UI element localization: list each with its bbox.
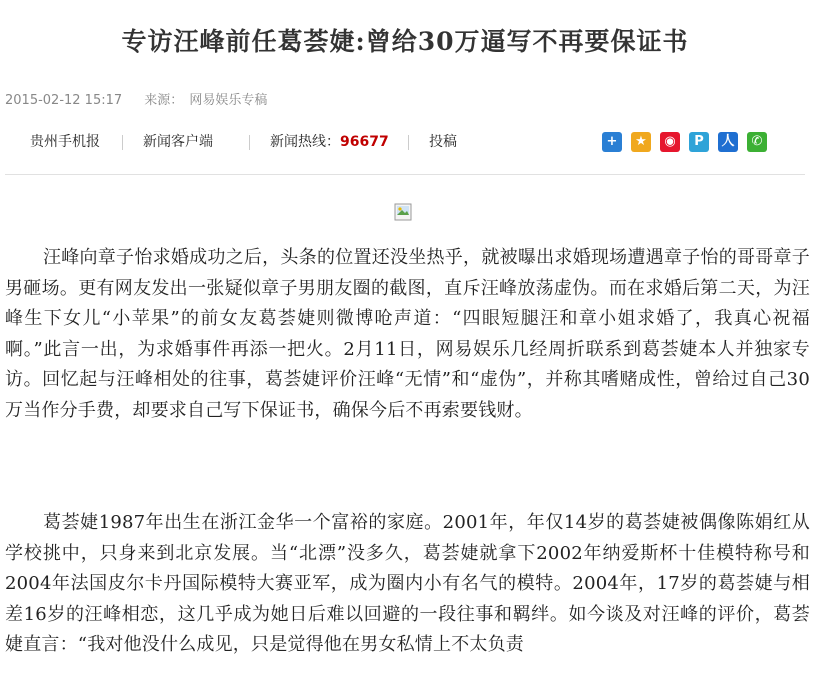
news-hotline bbox=[270, 132, 389, 152]
article-meta bbox=[5, 89, 285, 108]
broken-image-icon bbox=[394, 203, 412, 221]
share-more-icon[interactable]: + bbox=[602, 132, 622, 152]
header-divider bbox=[5, 174, 805, 175]
article-paragraph: 葛荟婕1987年出生在浙江金华一个富裕的家庭。2001年，年仅14岁的葛荟婕被偶像陈娟红从学校挑中，只身来到北京发展。当“北漂”没多久，葛荟婕就拿下2002年纳爱斯杯十佳模特称号和2004年法国皮尔卡丹国际模特大赛亚军，成为圈内小有名气的模特。2004年，17岁的葛荟婕与相差16岁的汪峰相恋，这几乎成为她日后难以回避的一段往事和羁绊。如今谈及对汪峰的评价，葛荟婕直言：“我对他没什么成见，只是觉得他在男女私情上不太负责 bbox=[5, 512, 810, 655]
source-link[interactable]: 网易娱乐专稿 bbox=[189, 93, 268, 108]
hotline-label: 新闻热线： bbox=[270, 134, 340, 150]
qzone-icon[interactable]: ★ bbox=[631, 132, 651, 152]
article-paragraph: 汪峰向章子怡求婚成功之后，头条的位置还没坐热乎，就被曝出求婚现场遭遇章子怡的哥哥章子男砸场。更有网友发出一张疑似章子男朋友圈的截图，直斥汪峰放荡虚伪。而在求婚后第二天，为汪峰生下女儿“小苹果”的前女友葛荟婕则微博呛声道：“四眼短腿汪和章小姐求婚了，我真心祝福啊。”此言一出，为求婚事件再添一把火。2月11日，网易娱乐几经周折联系到葛荟婕本人并独家专访。回忆起与汪峰相处的往事，葛荟婕评价汪峰“无情”和“虚伪”，并称其嗜赌成性，曾给过自己30万当作分手费，却要求自己写下保证书，确保今后不再索要钱财。 bbox=[5, 247, 810, 421]
source-label: 来源： bbox=[144, 93, 184, 108]
toolbar-divider bbox=[122, 135, 123, 150]
news-client-link[interactable]: 新闻客户端 bbox=[143, 134, 213, 150]
weibo-icon[interactable]: ◉ bbox=[660, 132, 680, 152]
hotline-number: 96677 bbox=[340, 134, 389, 150]
submit-link[interactable]: 投稿 bbox=[429, 134, 457, 150]
article-title: 专访汪峰前任葛荟婕:曾给30万逼写不再要保证书 bbox=[121, 27, 689, 56]
publish-datetime: 2015-02-12 15:17 bbox=[5, 93, 123, 108]
tencent-weibo-icon[interactable]: P bbox=[689, 132, 709, 152]
renren-icon[interactable]: 人 bbox=[718, 132, 738, 152]
article-toolbar bbox=[0, 132, 810, 154]
toolbar-divider bbox=[408, 135, 409, 150]
wechat-icon[interactable]: ✆ bbox=[747, 132, 767, 152]
toolbar-divider bbox=[249, 135, 250, 150]
mobile-news-link[interactable]: 贵州手机报 bbox=[30, 134, 100, 150]
